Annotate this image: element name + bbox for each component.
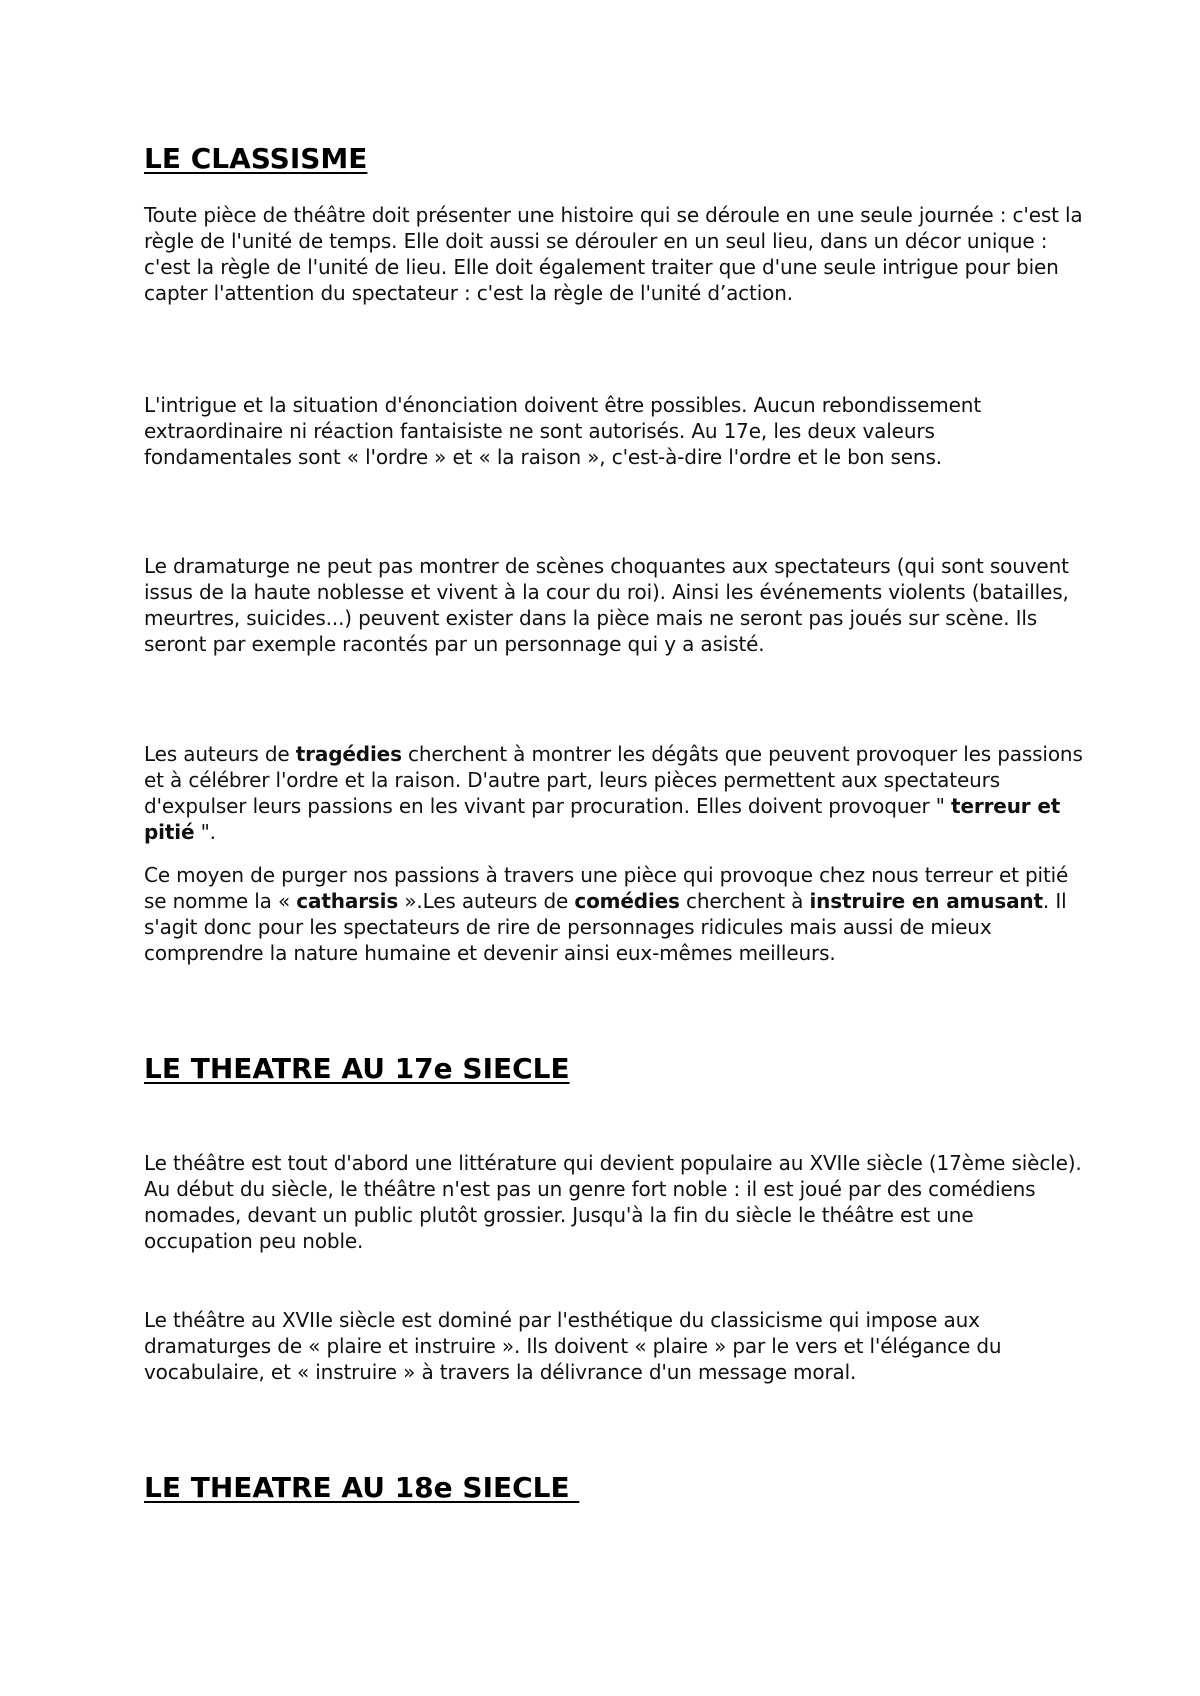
- section-title-18e-siecle: LE THEATRE AU 18e SIECLE: [144, 1471, 580, 1504]
- text-run: cherchent à: [679, 889, 810, 913]
- text-run: Toute pièce de théâtre doit présenter une histoire qui se déroule en une seule journée : c'est la règle de l'unité de temps. Elle doit aussi se dérouler en un seul lieu, dans un décor unique : c'est la règle de l'unité de lieu. Elle doit également traiter que d'une seule intrigue pour bien capter l'attention du spectateur : c'est la règle de l'unité d’action.: [144, 203, 1083, 305]
- text-run: ».Les auteurs de: [398, 889, 575, 913]
- text-run: L'intrigue et la situation d'énonciation doivent être possibles. Aucun rebondissement extraordinaire ni réaction fantaisiste ne sont autorisés. Au 17e, les deux valeurs fondamentales sont « l'ordre » et « la raison », c'est-à-dire l'ordre et le bon sens.: [144, 393, 982, 469]
- text-run: Le dramaturge ne peut pas montrer de scènes choquantes aux spectateurs (qui sont souvent issus de la haute noblesse et vivent à la cour du roi). Ainsi les événements violents (batailles, meurtres, suicides...) peuvent exister dans la pièce mais ne seront pas joués sur scène. Ils seront par exemple racontés par un personnage qui y a asisté.: [144, 554, 1069, 656]
- paragraph-unites: [144, 202, 1084, 306]
- text-run: cherchent à montrer les dégâts que peuvent provoquer les passions et à célébrer l'ordre et la raison. D'autre part, leurs pièces permettent aux spectateurs d'expulser leurs passions en les vivant par procuration. Elles doivent provoquer ": [144, 742, 1083, 818]
- paragraph-theatre-populaire: [144, 1150, 1084, 1254]
- text-run: Le théâtre est tout d'abord une littérature qui devient populaire au XVIIe siècle (17ème siècle). Au début du siècle, le théâtre n'est pas un genre fort noble : il est joué par des comédiens nomades, devant un public plutôt grossier. Jusqu'à la fin du siècle le théâtre est une occupation peu noble.: [144, 1151, 1082, 1253]
- paragraph-vraisemblance: [144, 392, 1084, 470]
- bold-term: terreur et pitié: [144, 794, 1061, 844]
- bold-term: tragédies: [295, 742, 402, 766]
- paragraph-bienseance: [144, 553, 1084, 657]
- section-title-17e-siecle: LE THEATRE AU 17e SIECLE: [144, 1052, 570, 1085]
- bold-term: comédies: [574, 889, 680, 913]
- paragraph-plaire-instruire: [144, 1307, 1084, 1385]
- paragraph-catharsis: [144, 862, 1084, 966]
- bold-term: instruire en amusant: [809, 889, 1043, 913]
- bold-term: catharsis: [296, 889, 399, 913]
- text-run: Les auteurs de: [144, 742, 296, 766]
- text-run: Ce moyen de purger nos passions à travers une pièce qui provoque chez nous terreur et pitié se nomme la «: [144, 863, 1069, 913]
- text-run: ".: [194, 820, 216, 844]
- text-run: . Il s'agit donc pour les spectateurs de rire de personnages ridicules mais aussi de mieux comprendre la nature humaine et devenir ainsi eux-mêmes meilleurs.: [144, 889, 1067, 965]
- section-title-classicisme: LE CLASSISME: [144, 142, 368, 175]
- paragraph-tragedies: [144, 741, 1084, 845]
- text-run: Le théâtre au XVIIe siècle est dominé par l'esthétique du classicisme qui impose aux dramaturges de « plaire et instruire ». Ils doivent « plaire » par le vers et l'élégance du vocabulaire, et « instruire » à travers la délivrance d'un message moral.: [144, 1308, 1002, 1384]
